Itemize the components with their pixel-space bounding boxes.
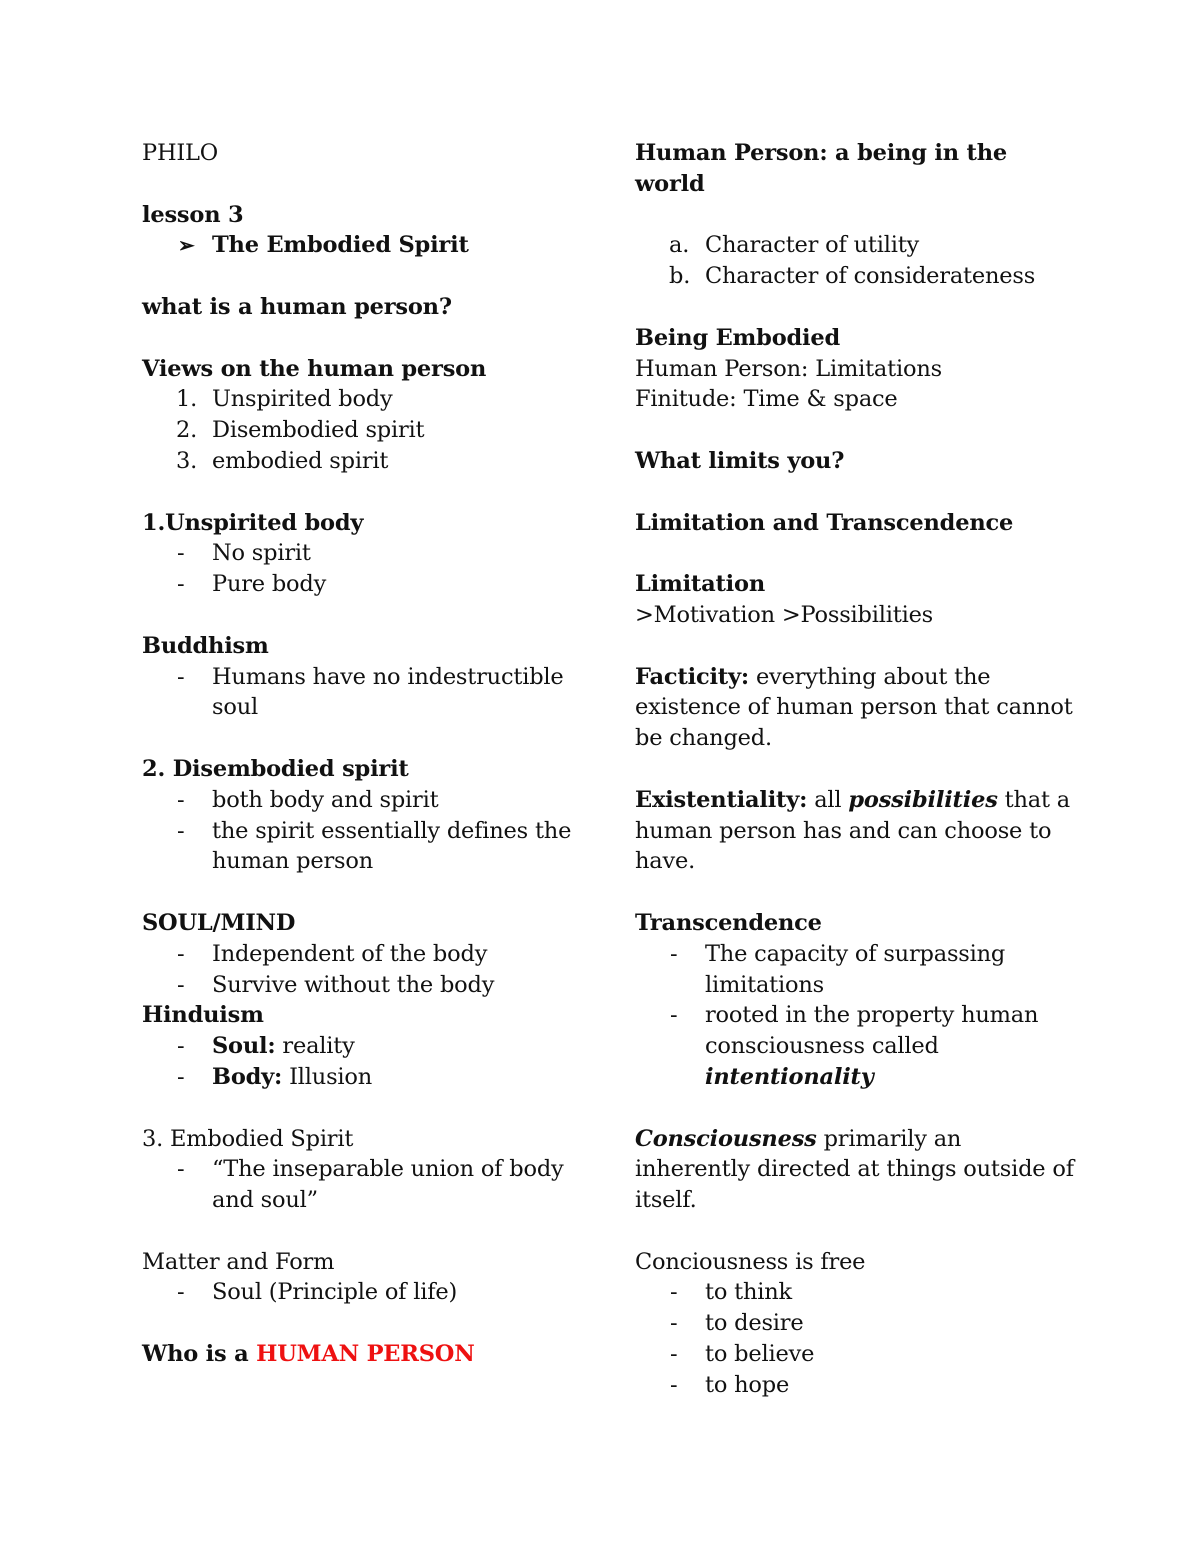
facticity-paragraph: Facticity: everything about the existence of human person that cannot be changed. — [635, 663, 1073, 752]
left-column — [142, 138, 582, 1370]
limitation-transcendence-heading: Limitation and Transcendence — [635, 509, 1014, 536]
list-item: - to desire — [670, 1310, 804, 1337]
list-item: - both body and spirit — [177, 786, 439, 813]
views-heading: Views on the human person — [142, 355, 487, 382]
list-item: b. Character of considerateness — [669, 263, 1036, 290]
free-heading: Conciousness is free — [635, 1248, 866, 1275]
limitation-heading: Limitation — [635, 571, 766, 598]
list-item: - No spirit — [177, 540, 311, 567]
unspirited-heading: 1.Unspirited body — [142, 509, 364, 536]
document-title: PHILO — [142, 140, 219, 166]
list-item: - to think — [670, 1279, 792, 1306]
list-item: 2. Disembodied spirit — [176, 417, 425, 444]
disembodied-heading: 2. Disembodied spirit — [142, 755, 409, 782]
list-item: - “The inseparable union of body and soul” — [177, 1156, 564, 1214]
list-item: - rooted in the property human consciousness called intentionality — [670, 1002, 1039, 1090]
limitations-line: Human Person: Limitations — [635, 355, 942, 382]
consciousness-paragraph: Consciousness primarily an inherently directed at things outside of itself. — [635, 1125, 1074, 1214]
list-item: - Soul: reality — [177, 1033, 355, 1060]
list-item: a. Character of utility — [669, 232, 920, 259]
soul-mind-heading: SOUL/MIND — [142, 909, 296, 936]
right-column — [635, 138, 1080, 1401]
list-item: - to hope — [670, 1371, 790, 1398]
list-item: - Survive without the body — [177, 971, 495, 998]
list-item: - Independent of the body — [177, 940, 488, 967]
list-item: 1. Unspirited body — [176, 386, 393, 413]
list-item: - Pure body — [177, 571, 327, 598]
list-item: - the spirit essentially defines the human person — [177, 817, 572, 875]
who-heading: Who is a HUMAN PERSON — [142, 1341, 475, 1368]
lesson-bullet-item: ➢ The Embodied Spirit — [142, 230, 582, 261]
existentiality-paragraph: Existentiality: all possibilities that a human person has and can choose to have. — [635, 786, 1070, 875]
buddhism-heading: Buddhism — [142, 632, 269, 659]
human-person-highlight: HUMAN PERSON — [256, 1341, 475, 1368]
list-item: - Body: Illusion — [177, 1063, 373, 1090]
list-item: - Humans have no indestructible soul — [177, 663, 564, 721]
transcendence-heading: Transcendence — [635, 909, 822, 936]
list-item: - Soul (Principle of life) — [177, 1279, 458, 1306]
limitation-line: >Motivation >Possibilities — [635, 601, 934, 628]
hinduism-heading: Hinduism — [142, 1002, 264, 1029]
being-embodied-heading: Being Embodied — [635, 324, 841, 351]
embodied-heading: 3. Embodied Spirit — [142, 1125, 354, 1152]
list-item: 3. embodied spirit — [176, 447, 389, 474]
being-in-world-heading: Human Person: a being in the world — [635, 140, 1007, 197]
lesson-heading: lesson 3 — [142, 201, 244, 228]
list-item: - The capacity of surpassing limitations — [670, 940, 1006, 998]
arrow-bullet-icon: ➢ — [178, 233, 195, 258]
finitude-line: Finitude: Time & space — [635, 386, 898, 413]
what-limits-heading: What limits you? — [635, 447, 845, 474]
question-heading: what is a human person? — [142, 293, 452, 320]
list-item: - to believe — [670, 1341, 815, 1368]
matter-form-heading: Matter and Form — [142, 1248, 335, 1275]
